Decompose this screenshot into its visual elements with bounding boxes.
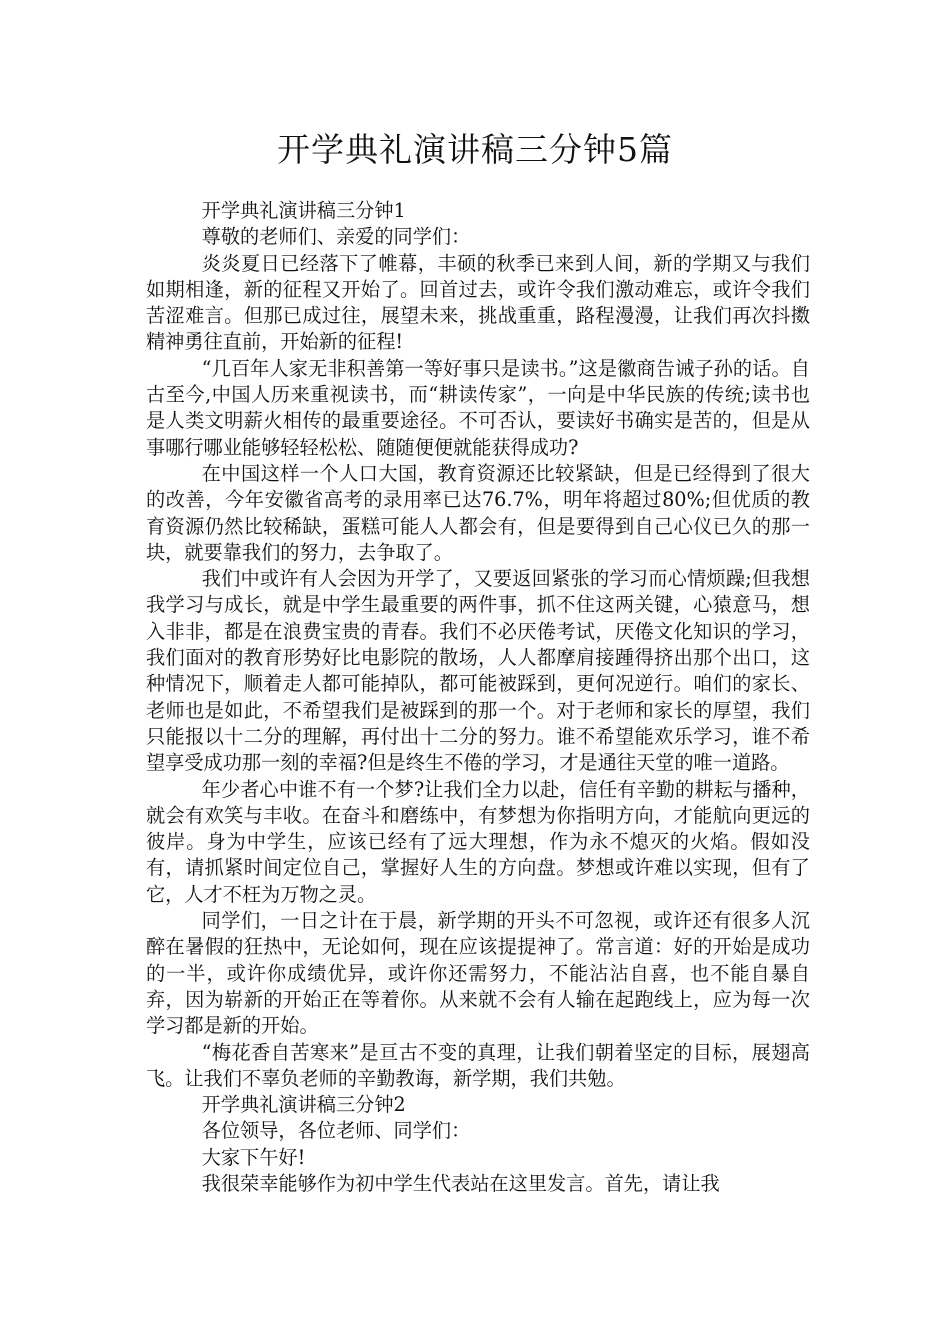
salutation-1: 尊敬的老师们、亲爱的同学们： <box>201 225 471 249</box>
document-title: 开学典礼演讲稿三分钟5篇 <box>277 130 673 169</box>
paragraph: 年少者心中谁不有一个梦?让我们全力以赴，信任有辛勤的耕耘与播种，就会有欢笑与丰收。在奋斗和磨练中，有梦想为你指明方向，才能航向更远的彼岸。身为中学生，应该已经有了远大理想，作为永不熄灭的火焰。假如没有，请抓紧时间定位自己，掌握好人生的方向盘。梦想或许难以实现，但有了它，人才不枉为万物之灵。 <box>146 777 810 906</box>
paragraph: “梅花香自苦寒来”是亘古不变的真理，让我们朝着坚定的目标，展翅高飞。让我们不辜负老师的辛勤教诲，新学期，我们共勉。 <box>146 1040 810 1090</box>
paragraph: 炎炎夏日已经落下了帷幕，丰硕的秋季已来到人间，新的学期又与我们如期相逢，新的征程又开始了。回首过去，或许令我们激动难忘，或许令我们苦涩难言。但那已成过往，展望未来，挑战重重，路程漫漫，让我们再次抖擞精神勇往直前，开始新的征程! <box>146 251 810 354</box>
greeting: 大家下午好! <box>201 1145 306 1169</box>
paragraph: “几百年人家无非积善第一等好事只是读书。”这是徽商告诫子孙的话。自古至今,中国人历来重视读书，而“耕读传家”，一向是中华民族的传统;读书也是人类文明薪火相传的最重要途径。不可否认，要读好书确实是苦的，但是从事哪行哪业能够轻轻松松、随随便便就能获得成功? <box>146 356 810 459</box>
document-body <box>146 198 810 1197</box>
section-heading-2: 开学典礼演讲稿三分钟2 <box>201 1093 406 1117</box>
paragraph: 同学们，一日之计在于晨，新学期的开头不可忽视，或许还有很多人沉醉在暑假的狂热中，无论如何，现在应该提提神了。常言道：好的开始是成功的一半，或许你成绩优异，或许你还需努力，不能沾沾自喜，也不能自暴自弃，因为崭新的开始正在等着你。从来就不会有人输在起跑线上，应为每一次学习都是新的开始。 <box>146 909 810 1038</box>
paragraph: 我们中或许有人会因为开学了，又要返回紧张的学习而心情烦躁;但我想我学习与成长，就是中学生最重要的两件事，抓不住这两关键，心猿意马，想入非非，都是在浪费宝贵的青春。我们不必厌倦考试，厌倦文化知识的学习，我们面对的教育形势好比电影院的散场，人人都摩肩接踵得挤出那个出口，这种情况下，顺着走人都可能掉队，都可能被踩到，更何况逆行。咱们的家长、老师也是如此，不希望我们是被踩到的那一个。对于老师和家长的厚望，我们只能报以十二分的理解，再付出十二分的努力。谁不希望能欢乐学习，谁不希望享受成功那一刻的幸福?但是终生不倦的学习，才是通往天堂的唯一道路。 <box>146 567 810 775</box>
paragraph: 在中国这样一个人口大国，教育资源还比较紧缺，但是已经得到了很大的改善，今年安徽省高考的录用率已达76.7%，明年将超过80%;但优质的教育资源仍然比较稀缺，蛋糕可能人人都会有，但是要得到自己心仪已久的那一块，就要靠我们的努力，去争取了。 <box>146 461 810 564</box>
salutation-2: 各位领导，各位老师、同学们： <box>201 1119 471 1143</box>
section-heading-1: 开学典礼演讲稿三分钟1 <box>201 199 406 222</box>
paragraph: 我很荣幸能够作为初中学生代表站在这里发言。首先，请让我 <box>201 1171 720 1195</box>
